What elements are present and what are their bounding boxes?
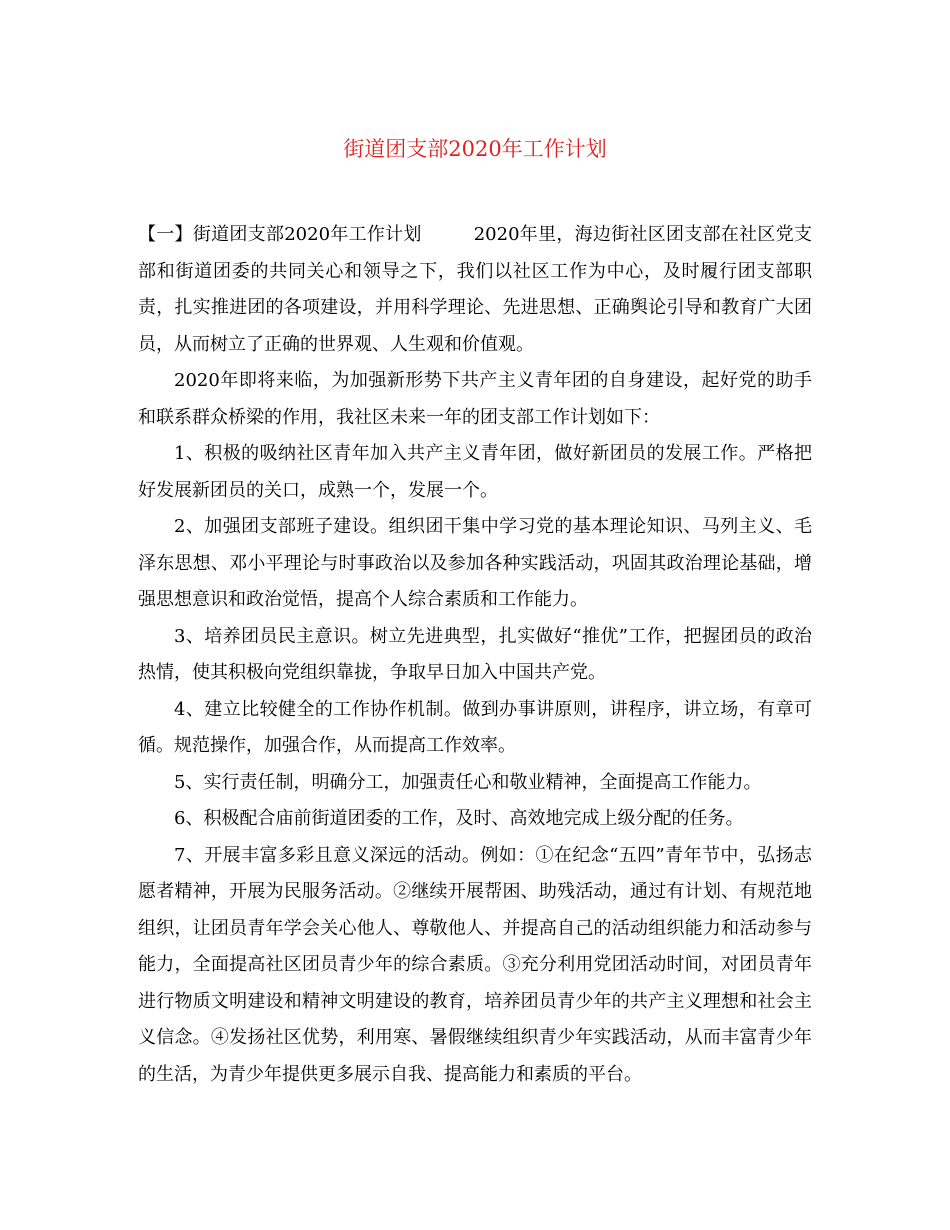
paragraph-item-1: 1、积极的吸纳社区青年加入共产主义青年团，做好新团员的发展工作。严格把好发展新团员的关口，成熟一个，发展一个。	[138, 443, 812, 501]
paragraph-intro	[138, 217, 812, 363]
document-body	[138, 217, 812, 1093]
paragraph-intro-text: 2020年里，海边街社区团支部在社区党支部和街道团委的共同关心和领导之下，我们以社区工作为中心，及时履行团支部职责，扎实推进团的各项建设，并用科学理论、先进思想、正确舆论引导和教育广大团员，从而树立了正确的世界观、人生观和价值观。	[138, 224, 812, 355]
paragraph-item-4: 4、建立比较健全的工作协作机制。做到办事讲原则，讲程序，讲立场，有章可循。规范操作，加强合作，从而提高工作效率。	[138, 698, 812, 756]
document-title: 街道团支部2020年工作计划	[343, 137, 607, 161]
paragraph-item-5: 5、实行责任制，明确分工，加强责任心和敬业精神，全面提高工作能力。	[174, 771, 762, 793]
inline-heading: 【一】街道团支部2020年工作计划	[138, 224, 422, 245]
paragraph-item-3: 3、培养团员民主意识。树立先进典型，扎实做好“推优”工作，把握团员的政治热情，使其积极向党组织靠拢，争取早日加入中国共产党。	[138, 625, 812, 683]
paragraph-item-6: 6、积极配合庙前街道团委的工作，及时、高效地完成上级分配的任务。	[174, 808, 744, 829]
paragraph-item-2: 2、加强团支部班子建设。组织团干集中学习党的基本理论知识、马列主义、毛泽东思想、邓小平理论与时事政治以及参加各种实践活动，巩固其政治理论基础，增强思想意识和政治觉悟，提高个人综合素质和工作能力。	[138, 516, 812, 610]
paragraph-overview: 2020年即将来临，为加强新形势下共产主义青年团的自身建设，起好党的助手和联系群众桥梁的作用，我社区未来一年的团支部工作计划如下：	[138, 370, 812, 428]
paragraph-item-7: 7、开展丰富多彩且意义深远的活动。例如：①在纪念“五四”青年节中，弘扬志愿者精神，开展为民服务活动。②继续开展帮困、助残活动，通过有计划、有规范地组织，让团员青年学会关心他人、尊敬他人、并提高自己的活动组织能力和活动参与能力，全面提高社区团员青少年的综合素质。③充分利用党团活动时间，对团员青年进行物质文明建设和精神文明建设的教育，培养团员青少年的共产主义理想和社会主义信念。④发扬社区优势，利用寒、暑假继续组织青少年实践活动，从而丰富青少年的生活，为青少年提供更多展示自我、提高能力和素质的平台。	[138, 844, 812, 1085]
